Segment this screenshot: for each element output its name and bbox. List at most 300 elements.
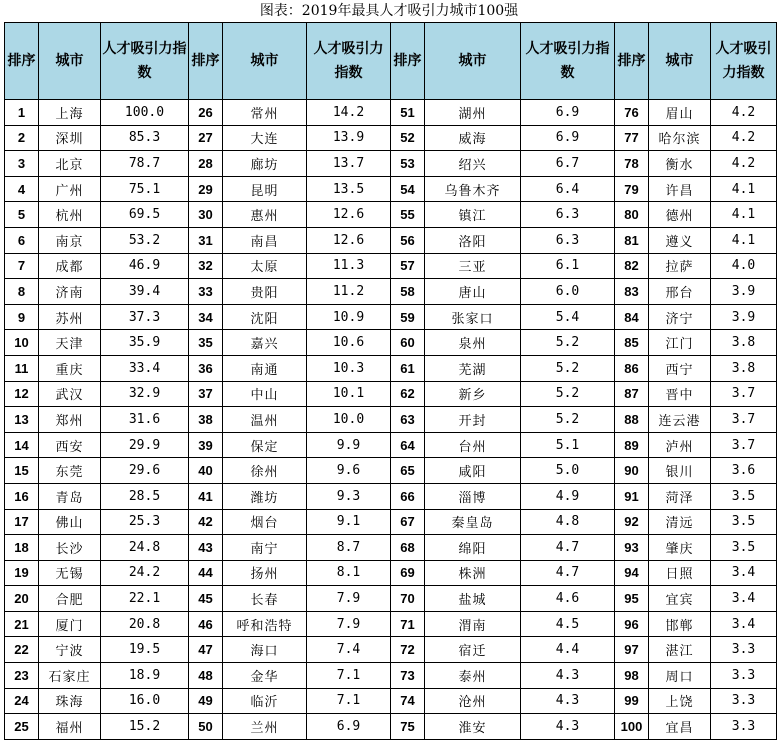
index-cell: 8.1: [307, 560, 391, 586]
index-cell: 12.6: [307, 227, 391, 253]
city-cell: 保定: [223, 432, 307, 458]
city-cell: 江门: [649, 330, 711, 356]
index-cell: 5.2: [521, 330, 615, 356]
header-rank: 排序: [391, 23, 425, 100]
city-cell: 眉山: [649, 100, 711, 126]
rank-cell: 49: [189, 688, 223, 714]
city-cell: 连云港: [649, 407, 711, 433]
city-cell: 绍兴: [425, 151, 521, 177]
index-cell: 22.1: [101, 586, 189, 612]
index-cell: 31.6: [101, 407, 189, 433]
rank-cell: 22: [5, 637, 39, 663]
rank-cell: 50: [189, 714, 223, 740]
index-cell: 46.9: [101, 253, 189, 279]
index-cell: 12.6: [307, 202, 391, 228]
index-cell: 4.6: [521, 586, 615, 612]
rank-cell: 18: [5, 535, 39, 561]
city-cell: 台州: [425, 432, 521, 458]
rank-cell: 10: [5, 330, 39, 356]
city-cell: 渭南: [425, 611, 521, 637]
rank-cell: 53: [391, 151, 425, 177]
rank-cell: 63: [391, 407, 425, 433]
rank-cell: 51: [391, 100, 425, 126]
city-cell: 威海: [425, 125, 521, 151]
rank-cell: 46: [189, 611, 223, 637]
index-cell: 3.5: [711, 535, 777, 561]
city-cell: 东莞: [39, 458, 101, 484]
index-cell: 3.9: [711, 279, 777, 305]
index-cell: 6.9: [521, 100, 615, 126]
city-cell: 邯郸: [649, 611, 711, 637]
header-row: [5, 23, 777, 100]
rank-cell: 100: [615, 714, 649, 740]
city-cell: 盐城: [425, 586, 521, 612]
rank-cell: 29: [189, 176, 223, 202]
rank-cell: 83: [615, 279, 649, 305]
city-cell: 珠海: [39, 688, 101, 714]
rank-cell: 35: [189, 330, 223, 356]
city-cell: 潍坊: [223, 483, 307, 509]
rank-cell: 9: [5, 304, 39, 330]
table-row: [5, 611, 777, 637]
index-cell: 6.9: [307, 714, 391, 740]
rank-cell: 80: [615, 202, 649, 228]
table-row: [5, 227, 777, 253]
rank-cell: 11: [5, 355, 39, 381]
rank-cell: 24: [5, 688, 39, 714]
city-cell: 廊坊: [223, 151, 307, 177]
index-cell: 4.3: [521, 714, 615, 740]
table-row: [5, 151, 777, 177]
rank-cell: 45: [189, 586, 223, 612]
index-cell: 3.4: [711, 611, 777, 637]
header-rank: 排序: [615, 23, 649, 100]
rank-cell: 23: [5, 663, 39, 689]
city-cell: 常州: [223, 100, 307, 126]
table-row: [5, 125, 777, 151]
rank-cell: 34: [189, 304, 223, 330]
city-cell: 嘉兴: [223, 330, 307, 356]
index-cell: 6.3: [521, 227, 615, 253]
rank-cell: 17: [5, 509, 39, 535]
city-cell: 佛山: [39, 509, 101, 535]
index-cell: 11.3: [307, 253, 391, 279]
rank-cell: 86: [615, 355, 649, 381]
city-cell: 长沙: [39, 535, 101, 561]
index-cell: 39.4: [101, 279, 189, 305]
header-city: 城市: [425, 23, 521, 100]
rank-cell: 41: [189, 483, 223, 509]
index-cell: 19.5: [101, 637, 189, 663]
index-cell: 7.4: [307, 637, 391, 663]
rank-cell: 75: [391, 714, 425, 740]
header-city: 城市: [649, 23, 711, 100]
rank-cell: 58: [391, 279, 425, 305]
table-row: [5, 407, 777, 433]
city-cell: 许昌: [649, 176, 711, 202]
rank-cell: 6: [5, 227, 39, 253]
rank-cell: 70: [391, 586, 425, 612]
index-cell: 5.2: [521, 407, 615, 433]
city-cell: 泰州: [425, 663, 521, 689]
rank-cell: 85: [615, 330, 649, 356]
rank-cell: 12: [5, 381, 39, 407]
rank-cell: 30: [189, 202, 223, 228]
table-body: [5, 100, 777, 740]
city-cell: 北京: [39, 151, 101, 177]
header-rank: 排序: [5, 23, 39, 100]
city-cell: 呼和浩特: [223, 611, 307, 637]
city-cell: 新乡: [425, 381, 521, 407]
index-cell: 4.9: [521, 483, 615, 509]
city-cell: 湖州: [425, 100, 521, 126]
table-row: [5, 304, 777, 330]
index-cell: 4.3: [521, 663, 615, 689]
index-cell: 9.1: [307, 509, 391, 535]
city-cell: 西宁: [649, 355, 711, 381]
index-cell: 3.3: [711, 714, 777, 740]
city-cell: 沈阳: [223, 304, 307, 330]
index-cell: 3.4: [711, 560, 777, 586]
index-cell: 100.0: [101, 100, 189, 126]
index-cell: 6.7: [521, 151, 615, 177]
rank-cell: 40: [189, 458, 223, 484]
city-cell: 宁波: [39, 637, 101, 663]
table-row: [5, 560, 777, 586]
rank-cell: 84: [615, 304, 649, 330]
index-cell: 24.8: [101, 535, 189, 561]
rank-cell: 89: [615, 432, 649, 458]
index-cell: 32.9: [101, 381, 189, 407]
city-cell: 芜湖: [425, 355, 521, 381]
rank-cell: 21: [5, 611, 39, 637]
index-cell: 13.7: [307, 151, 391, 177]
index-cell: 6.9: [521, 125, 615, 151]
index-cell: 35.9: [101, 330, 189, 356]
city-cell: 临沂: [223, 688, 307, 714]
table-row: [5, 330, 777, 356]
index-cell: 9.6: [307, 458, 391, 484]
rank-cell: 3: [5, 151, 39, 177]
city-cell: 中山: [223, 381, 307, 407]
city-cell: 银川: [649, 458, 711, 484]
index-cell: 6.3: [521, 202, 615, 228]
city-cell: 天津: [39, 330, 101, 356]
table-row: [5, 279, 777, 305]
header-city: 城市: [39, 23, 101, 100]
ranking-table: [4, 22, 777, 740]
index-cell: 3.9: [711, 304, 777, 330]
city-cell: 上海: [39, 100, 101, 126]
index-cell: 3.3: [711, 637, 777, 663]
city-cell: 上饶: [649, 688, 711, 714]
city-cell: 泸州: [649, 432, 711, 458]
rank-cell: 91: [615, 483, 649, 509]
city-cell: 惠州: [223, 202, 307, 228]
index-cell: 25.3: [101, 509, 189, 535]
table-row: [5, 355, 777, 381]
rank-cell: 28: [189, 151, 223, 177]
index-cell: 3.8: [711, 355, 777, 381]
index-cell: 16.0: [101, 688, 189, 714]
city-cell: 洛阳: [425, 227, 521, 253]
index-cell: 3.4: [711, 586, 777, 612]
index-cell: 15.2: [101, 714, 189, 740]
rank-cell: 76: [615, 100, 649, 126]
index-cell: 53.2: [101, 227, 189, 253]
rank-cell: 96: [615, 611, 649, 637]
city-cell: 宿迁: [425, 637, 521, 663]
rank-cell: 68: [391, 535, 425, 561]
rank-cell: 14: [5, 432, 39, 458]
city-cell: 遵义: [649, 227, 711, 253]
table-row: [5, 637, 777, 663]
rank-cell: 39: [189, 432, 223, 458]
city-cell: 重庆: [39, 355, 101, 381]
city-cell: 金华: [223, 663, 307, 689]
city-cell: 镇江: [425, 202, 521, 228]
city-cell: 邢台: [649, 279, 711, 305]
header-index: 人才吸引力指数: [711, 23, 777, 100]
city-cell: 沧州: [425, 688, 521, 714]
city-cell: 济宁: [649, 304, 711, 330]
header-city: 城市: [223, 23, 307, 100]
city-cell: 晋中: [649, 381, 711, 407]
index-cell: 5.4: [521, 304, 615, 330]
city-cell: 扬州: [223, 560, 307, 586]
city-cell: 贵阳: [223, 279, 307, 305]
rank-cell: 93: [615, 535, 649, 561]
rank-cell: 82: [615, 253, 649, 279]
index-cell: 4.7: [521, 535, 615, 561]
rank-cell: 73: [391, 663, 425, 689]
rank-cell: 81: [615, 227, 649, 253]
table-row: [5, 100, 777, 126]
index-cell: 3.8: [711, 330, 777, 356]
index-cell: 3.3: [711, 688, 777, 714]
index-cell: 75.1: [101, 176, 189, 202]
rank-cell: 69: [391, 560, 425, 586]
city-cell: 南宁: [223, 535, 307, 561]
city-cell: 淄博: [425, 483, 521, 509]
index-cell: 28.5: [101, 483, 189, 509]
index-cell: 18.9: [101, 663, 189, 689]
city-cell: 昆明: [223, 176, 307, 202]
city-cell: 咸阳: [425, 458, 521, 484]
city-cell: 衡水: [649, 151, 711, 177]
index-cell: 3.5: [711, 483, 777, 509]
table-row: [5, 176, 777, 202]
city-cell: 株洲: [425, 560, 521, 586]
rank-cell: 64: [391, 432, 425, 458]
rank-cell: 52: [391, 125, 425, 151]
index-cell: 9.3: [307, 483, 391, 509]
index-cell: 4.3: [521, 688, 615, 714]
index-cell: 4.4: [521, 637, 615, 663]
city-cell: 长春: [223, 586, 307, 612]
rank-cell: 48: [189, 663, 223, 689]
index-cell: 7.9: [307, 611, 391, 637]
city-cell: 苏州: [39, 304, 101, 330]
index-cell: 5.1: [521, 432, 615, 458]
index-cell: 3.6: [711, 458, 777, 484]
rank-cell: 65: [391, 458, 425, 484]
rank-cell: 44: [189, 560, 223, 586]
index-cell: 14.2: [307, 100, 391, 126]
city-cell: 哈尔滨: [649, 125, 711, 151]
city-cell: 烟台: [223, 509, 307, 535]
rank-cell: 94: [615, 560, 649, 586]
city-cell: 秦皇岛: [425, 509, 521, 535]
index-cell: 3.3: [711, 663, 777, 689]
index-cell: 6.0: [521, 279, 615, 305]
index-cell: 29.9: [101, 432, 189, 458]
index-cell: 10.9: [307, 304, 391, 330]
rank-cell: 92: [615, 509, 649, 535]
rank-cell: 13: [5, 407, 39, 433]
index-cell: 10.6: [307, 330, 391, 356]
index-cell: 7.1: [307, 663, 391, 689]
index-cell: 33.4: [101, 355, 189, 381]
index-cell: 13.5: [307, 176, 391, 202]
city-cell: 湛江: [649, 637, 711, 663]
header-index: 人才吸引力指数: [307, 23, 391, 100]
index-cell: 37.3: [101, 304, 189, 330]
rank-cell: 98: [615, 663, 649, 689]
index-cell: 69.5: [101, 202, 189, 228]
city-cell: 清远: [649, 509, 711, 535]
rank-cell: 26: [189, 100, 223, 126]
rank-cell: 5: [5, 202, 39, 228]
rank-cell: 57: [391, 253, 425, 279]
city-cell: 兰州: [223, 714, 307, 740]
city-cell: 南通: [223, 355, 307, 381]
rank-cell: 33: [189, 279, 223, 305]
index-cell: 4.7: [521, 560, 615, 586]
rank-cell: 37: [189, 381, 223, 407]
rank-cell: 97: [615, 637, 649, 663]
index-cell: 3.7: [711, 407, 777, 433]
index-cell: 6.4: [521, 176, 615, 202]
index-cell: 8.7: [307, 535, 391, 561]
city-cell: 淮安: [425, 714, 521, 740]
city-cell: 周口: [649, 663, 711, 689]
city-cell: 合肥: [39, 586, 101, 612]
city-cell: 拉萨: [649, 253, 711, 279]
table-row: [5, 458, 777, 484]
rank-cell: 7: [5, 253, 39, 279]
index-cell: 4.1: [711, 227, 777, 253]
index-cell: 4.8: [521, 509, 615, 535]
table-row: [5, 483, 777, 509]
rank-cell: 8: [5, 279, 39, 305]
rank-cell: 79: [615, 176, 649, 202]
rank-cell: 47: [189, 637, 223, 663]
rank-cell: 66: [391, 483, 425, 509]
header-index: 人才吸引力指数: [101, 23, 189, 100]
index-cell: 20.8: [101, 611, 189, 637]
city-cell: 无锡: [39, 560, 101, 586]
rank-cell: 16: [5, 483, 39, 509]
rank-cell: 88: [615, 407, 649, 433]
index-cell: 10.0: [307, 407, 391, 433]
index-cell: 85.3: [101, 125, 189, 151]
header-rank: 排序: [189, 23, 223, 100]
index-cell: 4.2: [711, 151, 777, 177]
table-row: [5, 509, 777, 535]
index-cell: 3.7: [711, 381, 777, 407]
index-cell: 5.0: [521, 458, 615, 484]
table-row: [5, 714, 777, 740]
rank-cell: 32: [189, 253, 223, 279]
rank-cell: 71: [391, 611, 425, 637]
city-cell: 菏泽: [649, 483, 711, 509]
rank-cell: 60: [391, 330, 425, 356]
city-cell: 泉州: [425, 330, 521, 356]
index-cell: 4.5: [521, 611, 615, 637]
header-index: 人才吸引力指数: [521, 23, 615, 100]
city-cell: 徐州: [223, 458, 307, 484]
table-row: [5, 432, 777, 458]
index-cell: 13.9: [307, 125, 391, 151]
index-cell: 3.5: [711, 509, 777, 535]
index-cell: 4.2: [711, 100, 777, 126]
city-cell: 张家口: [425, 304, 521, 330]
rank-cell: 20: [5, 586, 39, 612]
rank-cell: 36: [189, 355, 223, 381]
rank-cell: 95: [615, 586, 649, 612]
city-cell: 郑州: [39, 407, 101, 433]
city-cell: 南昌: [223, 227, 307, 253]
rank-cell: 90: [615, 458, 649, 484]
city-cell: 成都: [39, 253, 101, 279]
city-cell: 开封: [425, 407, 521, 433]
index-cell: 6.1: [521, 253, 615, 279]
rank-cell: 55: [391, 202, 425, 228]
city-cell: 唐山: [425, 279, 521, 305]
rank-cell: 56: [391, 227, 425, 253]
city-cell: 青岛: [39, 483, 101, 509]
city-cell: 武汉: [39, 381, 101, 407]
rank-cell: 62: [391, 381, 425, 407]
index-cell: 5.2: [521, 381, 615, 407]
rank-cell: 99: [615, 688, 649, 714]
rank-cell: 59: [391, 304, 425, 330]
city-cell: 三亚: [425, 253, 521, 279]
city-cell: 宜宾: [649, 586, 711, 612]
rank-cell: 78: [615, 151, 649, 177]
rank-cell: 1: [5, 100, 39, 126]
rank-cell: 2: [5, 125, 39, 151]
city-cell: 绵阳: [425, 535, 521, 561]
city-cell: 广州: [39, 176, 101, 202]
index-cell: 4.1: [711, 176, 777, 202]
index-cell: 9.9: [307, 432, 391, 458]
rank-cell: 67: [391, 509, 425, 535]
city-cell: 南京: [39, 227, 101, 253]
index-cell: 5.2: [521, 355, 615, 381]
index-cell: 78.7: [101, 151, 189, 177]
rank-cell: 54: [391, 176, 425, 202]
city-cell: 福州: [39, 714, 101, 740]
city-cell: 肇庆: [649, 535, 711, 561]
city-cell: 济南: [39, 279, 101, 305]
index-cell: 7.1: [307, 688, 391, 714]
city-cell: 西安: [39, 432, 101, 458]
city-cell: 太原: [223, 253, 307, 279]
table-title: 图表：2019年最具人才吸引力城市100强: [259, 3, 519, 19]
city-cell: 乌鲁木齐: [425, 176, 521, 202]
